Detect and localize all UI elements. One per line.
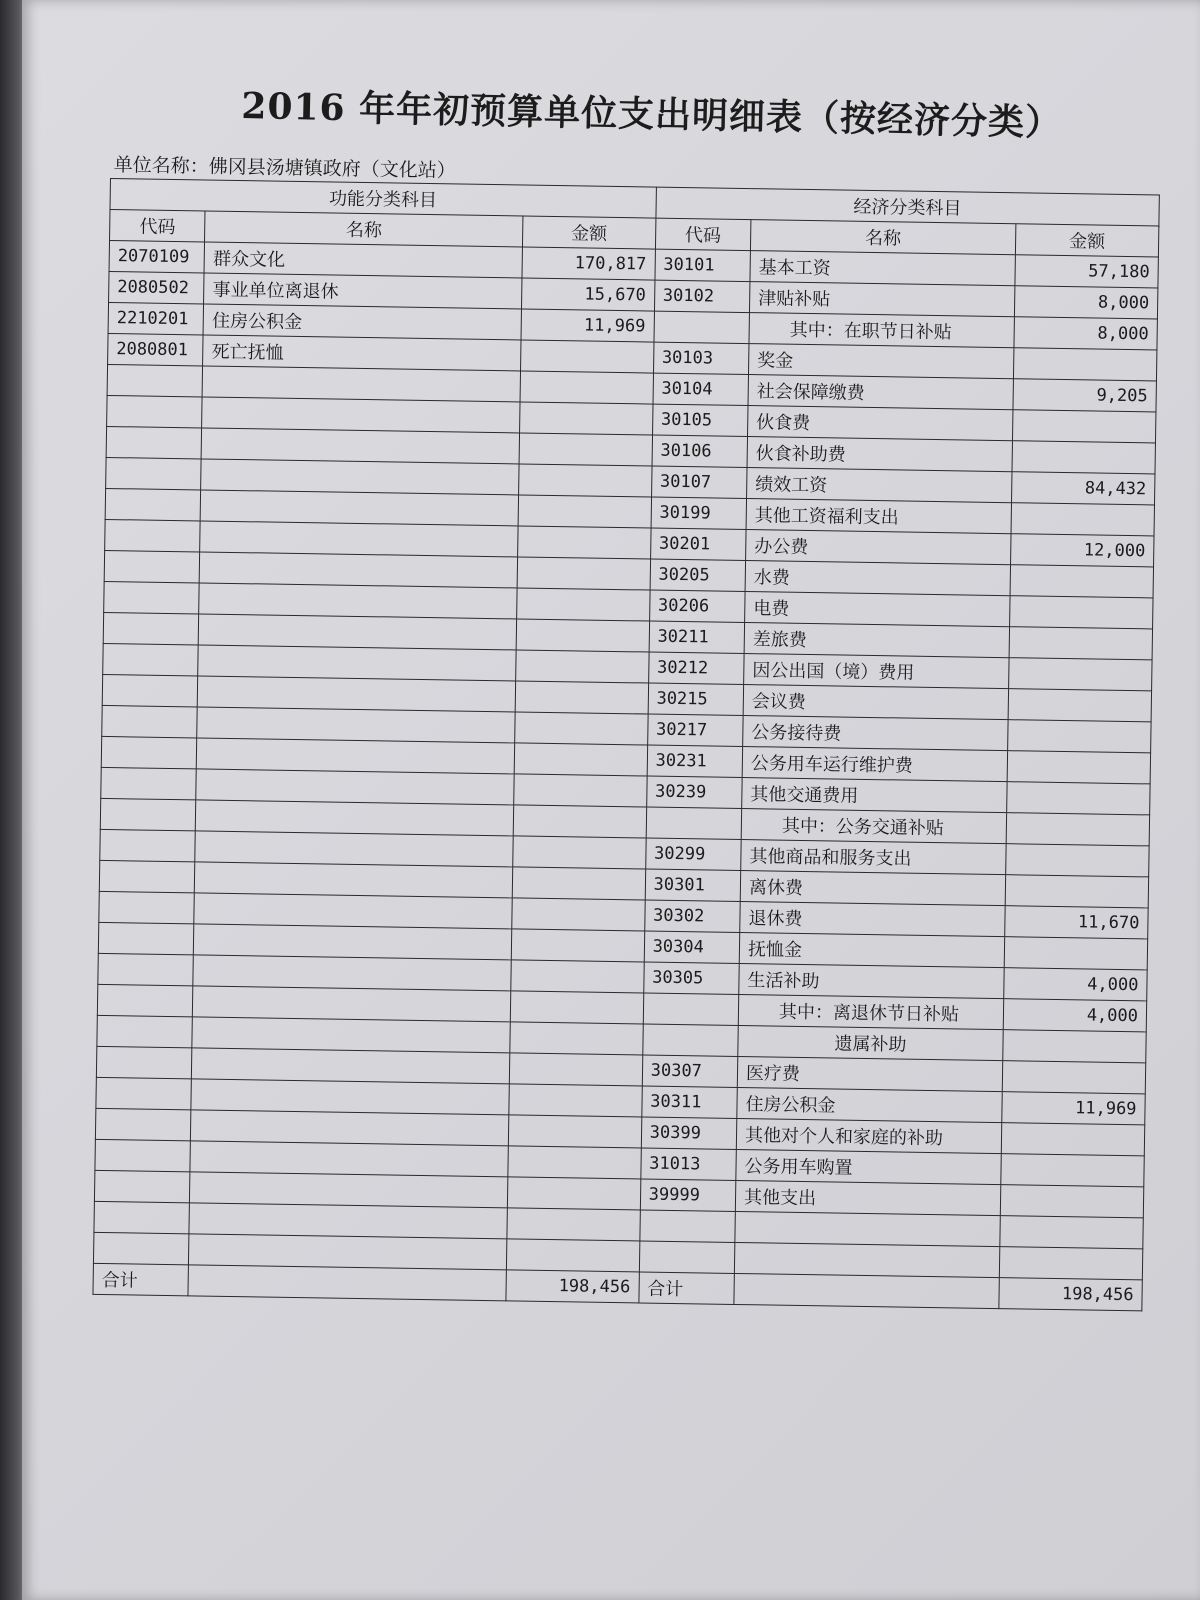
functional-name-cell [194,893,512,929]
functional-amount-cell [515,681,648,714]
functional-total-label: 合计 [93,1263,189,1295]
functional-name-cell [189,1203,507,1239]
functional-amount-cell: 11,969 [521,309,654,342]
functional-name-cell [197,707,515,743]
economic-name-cell: 奖金 [748,344,1013,379]
economic-name-cell: 办公费 [746,530,1011,565]
economic-amount-cell: 57,180 [1015,255,1159,288]
functional-amount-cell: 15,670 [522,278,655,311]
economic-code-cell: 30231 [647,745,743,777]
economic-amount-cell: 11,969 [1002,1092,1146,1125]
economic-amount-cell: 8,000 [1014,317,1158,350]
functional-code-cell [98,953,194,985]
functional-amount-cell [513,836,646,869]
economic-code-cell: 30106 [652,435,748,467]
economic-amount-cell [1007,782,1151,815]
functional-code-cell: 2080502 [109,271,205,303]
functional-name-cell [198,676,516,712]
economic-amount-cell [1000,1185,1144,1218]
functional-amount-cell [521,340,654,373]
functional-name-cell [199,583,517,619]
functional-code-cell [97,1015,193,1047]
economic-amount-cell [1010,565,1154,598]
functional-name-cell [196,800,514,836]
economic-name-cell: 住房公积金 [737,1087,1002,1122]
economic-name-cell: 其他对个人和家庭的补助 [736,1118,1001,1153]
economic-code-cell: 39999 [640,1179,736,1211]
economic-amount-cell [999,1247,1143,1280]
economic-amount-cell [1004,937,1148,970]
functional-amount-cell [518,495,651,528]
economic-name-cell: 基本工资 [750,251,1015,286]
economic-amount-cell [1006,844,1150,877]
economic-name-cell: 其他工资福利支出 [746,499,1011,534]
economic-code-cell: 30199 [651,497,747,529]
economic-code-cell: 30311 [641,1086,737,1118]
economic-name-cell: 其他支出 [735,1180,1000,1215]
functional-classification-header: 功能分类科目 [110,179,656,219]
economic-amount-cell: 8,000 [1014,286,1158,319]
functional-code-cell [104,550,200,582]
functional-name-cell [190,1141,508,1177]
economic-amount-cell [1001,1154,1145,1187]
functional-name-cell [195,831,513,867]
functional-code-cell [107,364,203,396]
functional-amount-cell [514,743,647,776]
economic-name-cell [735,1211,1000,1246]
economic-name-cell: 退休费 [740,901,1005,936]
functional-amount-cell [507,1208,640,1241]
functional-code-cell: 2080801 [108,333,204,365]
economic-amount-cell [1012,441,1156,474]
economic-name-cell: 电费 [745,592,1010,627]
functional-name-cell [192,1017,510,1053]
economic-code-cell: 30217 [647,714,743,746]
economic-code-cell: 30107 [651,466,747,498]
functional-code-cell [95,1108,191,1140]
document-page [22,0,1200,1600]
functional-code-cell [107,395,203,427]
economic-code-cell: 30239 [646,776,742,808]
economic-name-cell: 差旅费 [744,623,1009,658]
functional-name-cell: 住房公积金 [203,304,521,340]
functional-amount-cell [519,433,652,466]
economic-code-cell: 30215 [648,683,744,715]
economic-name-cell: 因公出国（境）费用 [744,654,1009,689]
functional-name-cell: 事业单位离退休 [204,273,522,309]
economic-amount-cell [1007,720,1151,753]
functional-amount-cell [510,1022,643,1055]
expenditure-table [92,178,1159,1311]
economic-code-cell: 30205 [650,559,746,591]
economic-amount-cell [1002,1061,1146,1094]
functional-amount-cell [508,1146,641,1179]
economic-total-amount: 198,456 [999,1278,1143,1311]
economic-amount-cell [1006,813,1150,846]
economic-amount-cell [1008,658,1152,691]
functional-amount-cell [519,464,652,497]
functional-code-cell [100,829,196,861]
economic-code-cell: 30103 [653,342,749,374]
economic-code-cell [643,993,739,1025]
economic-code-cell [642,1024,738,1056]
functional-name-cell [197,738,515,774]
functional-code-cell [102,705,198,737]
functional-amount-cell [517,588,650,621]
economic-name-cell: 伙食费 [748,406,1013,441]
economic-name-cell: 其他交通费用 [742,778,1007,813]
functional-name-cell [189,1234,507,1270]
functional-name-cell [191,1079,509,1115]
economic-amount-cell [1008,689,1152,722]
functional-amount-header: 金额 [523,216,656,249]
functional-code-cell [96,1046,192,1078]
functional-amount-cell [507,1239,640,1272]
economic-code-cell: 30307 [642,1055,738,1087]
functional-amount-cell [510,991,643,1024]
functional-name-cell [201,459,519,495]
functional-amount-cell [509,1084,642,1117]
economic-code-header: 代码 [655,218,751,250]
functional-amount-cell [513,805,646,838]
functional-code-cell [105,488,201,520]
document-title: 2016 年年初预算单位支出明细表（按经济分类） [240,84,1063,145]
economic-code-cell [639,1241,735,1273]
functional-code-cell [93,1232,189,1264]
economic-name-cell: 遗属补助 [738,1025,1003,1060]
economic-total-label: 合计 [639,1272,735,1304]
functional-code-cell [94,1201,190,1233]
economic-code-cell [646,807,742,839]
economic-code-cell: 30206 [649,590,745,622]
economic-name-cell: 绩效工资 [747,468,1012,503]
economic-code-cell: 30102 [654,280,750,312]
functional-code-cell [103,643,199,675]
functional-amount-cell [512,867,645,900]
functional-code-cell [103,612,199,644]
economic-code-cell: 30301 [645,869,741,901]
functional-amount-cell [518,526,651,559]
economic-classification-header: 经济分类科目 [656,187,1160,226]
functional-code-cell [105,519,201,551]
economic-code-cell: 30212 [648,652,744,684]
economic-amount-cell [1009,627,1153,660]
table-body [93,241,1158,1280]
functional-code-cell [100,798,196,830]
functional-amount-cell [510,1053,643,1086]
economic-amount-cell [1013,348,1157,381]
economic-name-cell: 水费 [745,561,1010,596]
economic-name-cell: 医疗费 [737,1056,1002,1091]
economic-name-cell: 伙食补助费 [747,437,1012,472]
functional-name-cell [200,490,518,526]
functional-name-cell [202,366,520,402]
functional-code-cell [99,860,195,892]
expenditure-table-sheet [90,178,1160,1462]
economic-name-cell: 抚恤金 [739,932,1004,967]
functional-name-cell [202,397,520,433]
functional-amount-cell [517,557,650,590]
economic-code-cell: 31013 [640,1148,736,1180]
functional-amount-cell [520,402,653,435]
functional-code-cell: 2210201 [108,302,204,334]
economic-amount-cell [1012,410,1156,443]
economic-code-cell: 30211 [649,621,745,653]
economic-amount-cell: 4,000 [1003,999,1147,1032]
economic-name-cell: 其中：公务交通补贴 [741,808,1006,843]
functional-code-cell: 2070109 [109,241,205,273]
functional-total-blank [188,1265,506,1301]
functional-name-header: 名称 [205,211,523,247]
economic-amount-cell: 84,432 [1011,472,1155,505]
economic-name-cell: 公务用车运行维护费 [742,747,1007,782]
economic-amount-cell [1009,596,1153,629]
economic-name-cell: 离休费 [740,870,1005,905]
functional-code-cell [102,674,198,706]
functional-name-cell [192,1048,510,1084]
economic-code-cell: 30304 [644,931,740,963]
functional-name-cell [190,1172,508,1208]
functional-total-amount: 198,456 [506,1270,639,1303]
functional-name-cell: 死亡抚恤 [203,335,521,371]
functional-name-cell [201,428,519,464]
functional-amount-cell [516,619,649,652]
economic-amount-cell [1000,1216,1144,1249]
economic-code-cell: 30305 [643,962,739,994]
functional-code-cell [106,426,202,458]
economic-name-cell: 津贴补贴 [749,282,1014,317]
economic-name-cell: 生活补助 [739,963,1004,998]
functional-code-cell [96,1077,192,1109]
economic-amount-cell: 9,205 [1013,379,1157,412]
functional-code-cell [101,767,197,799]
functional-name-cell [191,1110,509,1146]
functional-code-cell [104,581,200,613]
functional-name-cell [199,614,517,650]
economic-code-cell: 30104 [653,373,749,405]
economic-name-cell: 其他商品和服务支出 [741,839,1006,874]
functional-name-cell [193,955,511,991]
functional-name-cell [194,924,512,960]
economic-code-cell: 30201 [650,528,746,560]
unit-name-label: 单位名称：佛冈县汤塘镇政府（文化站） [113,153,456,182]
economic-code-cell: 30101 [655,249,751,281]
economic-code-cell: 30302 [644,900,740,932]
economic-code-cell: 30399 [641,1117,737,1149]
functional-code-cell [101,736,197,768]
economic-name-header: 名称 [750,220,1015,255]
economic-amount-cell [1001,1123,1145,1156]
functional-amount-cell [508,1177,641,1210]
functional-name-cell [195,862,513,898]
functional-name-cell [198,645,516,681]
economic-code-cell: 30105 [652,404,748,436]
functional-code-header: 代码 [110,210,206,242]
economic-amount-cell [1005,875,1149,908]
economic-name-cell: 其中：离退休节日补贴 [738,994,1003,1029]
functional-amount-cell [509,1115,642,1148]
functional-amount-cell [512,898,645,931]
functional-code-cell [97,984,193,1016]
functional-amount-cell [514,774,647,807]
functional-code-cell [106,457,202,489]
functional-code-cell [98,922,194,954]
economic-name-cell: 公务接待费 [743,716,1008,751]
functional-amount-cell: 170,817 [522,247,655,280]
economic-amount-cell [1011,503,1155,536]
functional-code-cell [99,891,195,923]
functional-amount-cell [511,960,644,993]
functional-name-cell [200,521,518,557]
functional-amount-cell [515,712,648,745]
economic-name-cell: 其中：在职节日补贴 [749,313,1014,348]
economic-amount-cell: 4,000 [1004,968,1148,1001]
economic-name-cell: 会议费 [743,685,1008,720]
economic-name-cell: 社会保障缴费 [748,375,1013,410]
economic-code-cell: 30299 [645,838,741,870]
economic-amount-cell: 11,670 [1005,906,1149,939]
functional-name-cell: 群众文化 [204,242,522,278]
economic-amount-cell [1007,751,1151,784]
functional-name-cell [193,986,511,1022]
functional-code-cell [94,1170,190,1202]
functional-code-cell [95,1139,191,1171]
economic-name-cell: 公务用车购置 [736,1149,1001,1184]
functional-name-cell [199,552,517,588]
economic-amount-header: 金额 [1015,224,1159,257]
economic-total-blank [734,1273,999,1308]
functional-amount-cell [516,650,649,683]
economic-amount-cell: 12,000 [1010,534,1154,567]
economic-code-cell [654,311,750,343]
functional-amount-cell [520,371,653,404]
functional-amount-cell [511,929,644,962]
economic-name-cell [734,1242,999,1277]
economic-code-cell [640,1210,736,1242]
functional-name-cell [196,769,514,805]
economic-amount-cell [1003,1030,1147,1063]
